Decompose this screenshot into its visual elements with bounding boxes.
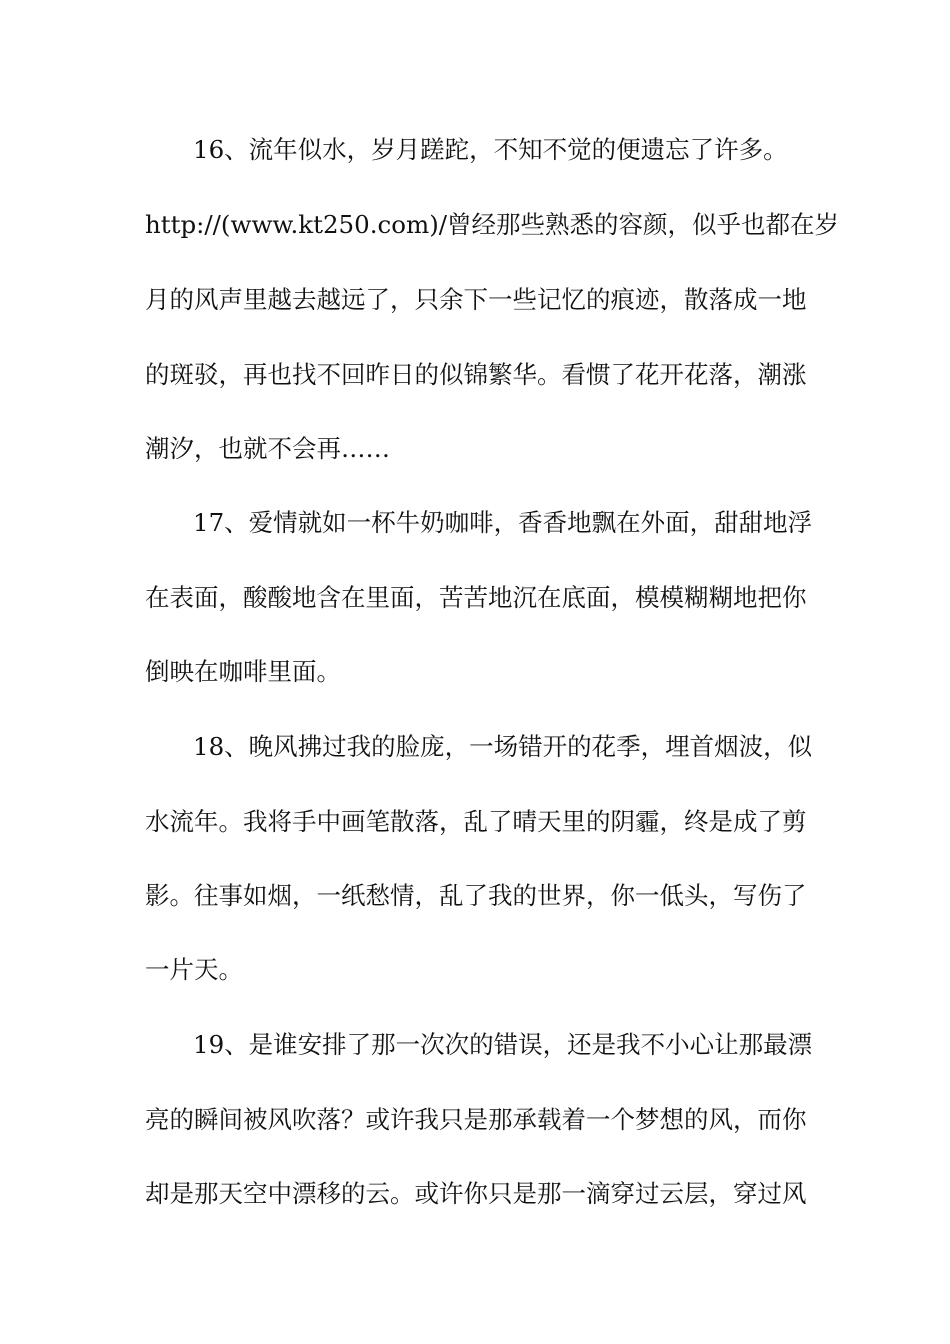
paragraph-17-line-3: 倒映在咖啡里面。 <box>145 657 341 686</box>
paragraph-18-line-4: 一片天。 <box>145 955 243 984</box>
paragraph-16-line-4: 的斑驳，再也找不回昨日的似锦繁华。看惯了花开花落，潮涨 <box>145 360 807 389</box>
paragraph-18-line-2: 水流年。我将手中画笔散落，乱了晴天里的阴霾，终是成了剪 <box>145 807 807 836</box>
paragraph-16-line-2: http://(www.kt250.com)/曾经那些熟悉的容颜，似乎也都在岁 <box>145 210 840 239</box>
paragraph-19-line-1: 19、是谁安排了那一次次的错误，还是我不小心让那最漂 <box>193 1030 813 1059</box>
paragraph-17-line-1: 17、爱情就如一杯牛奶咖啡，香香地飘在外面，甜甜地浮 <box>193 508 813 537</box>
paragraph-17-line-2: 在表面，酸酸地含在里面，苦苦地沉在底面，模模糊糊地把你 <box>145 583 807 612</box>
paragraph-19-line-2: 亮的瞬间被风吹落？或许我只是那承载着一个梦想的风，而你 <box>145 1105 807 1134</box>
paragraph-16-line-3: 月的风声里越去越远了，只余下一些记忆的痕迹，散落成一地 <box>145 285 807 314</box>
paragraph-19-line-3: 却是那天空中漂移的云。或许你只是那一滴穿过云层，穿过风 <box>145 1179 807 1208</box>
paragraph-16-line-5: 潮汐，也就不会再…… <box>145 434 390 463</box>
paragraph-18-line-1: 18、晚风拂过我的脸庞，一场错开的花季，埋首烟波，似 <box>193 732 813 761</box>
paragraph-18-line-3: 影。往事如烟，一纸愁情，乱了我的世界，你一低头，写伤了 <box>145 881 807 910</box>
paragraph-16-line-1: 16、流年似水，岁月蹉跎，不知不觉的便遗忘了许多。 <box>193 135 788 164</box>
